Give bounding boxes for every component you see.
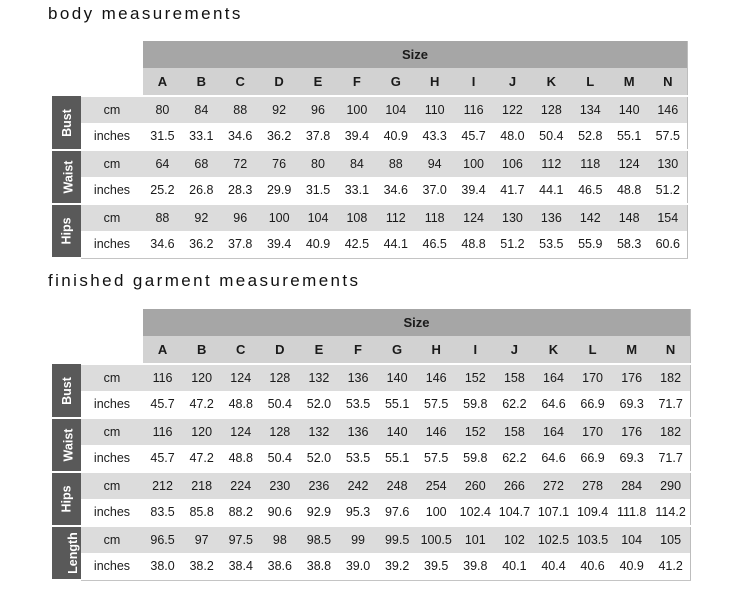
table-cell: 92.9	[299, 499, 338, 526]
table-cell: 34.6	[221, 123, 260, 150]
table-cell: 112	[376, 204, 415, 231]
table-cell: 69.3	[612, 445, 651, 472]
table-cell: 124	[221, 364, 260, 391]
table-cell: 96	[221, 204, 260, 231]
table-cell: 272	[534, 472, 573, 499]
table-cell: 59.8	[456, 391, 495, 418]
table-cell: 142	[571, 204, 610, 231]
table-cell: 39.8	[456, 553, 495, 580]
table-cell: 94	[415, 150, 454, 177]
table-cell: 103.5	[573, 526, 612, 553]
table-cell: 102.4	[456, 499, 495, 526]
table-cell: 120	[182, 418, 221, 445]
table-cell: 146	[649, 96, 688, 123]
table-cell: 158	[495, 418, 534, 445]
table-cell: 132	[299, 418, 338, 445]
group-label-hips	[52, 472, 81, 526]
group-label-waist	[52, 150, 81, 204]
unit-label-inches: inches	[81, 445, 143, 472]
table-cell: 41.7	[493, 177, 532, 204]
table-cell: 97.6	[378, 499, 417, 526]
table-cell: 132	[299, 364, 338, 391]
table-cell: 69.3	[612, 391, 651, 418]
table-cell: 218	[182, 472, 221, 499]
table-cell: 44.1	[532, 177, 571, 204]
table-cell: 48.8	[221, 391, 260, 418]
table-cell: 62.2	[495, 445, 534, 472]
table-cell: 38.4	[221, 553, 260, 580]
table-cell: 37.8	[299, 123, 338, 150]
unit-label-inches: inches	[81, 391, 143, 418]
unit-label-cm: cm	[81, 526, 143, 553]
table-cell: 110	[415, 96, 454, 123]
table-cell: 25.2	[143, 177, 182, 204]
table-cell: 98.5	[299, 526, 338, 553]
table-cell: 33.1	[337, 177, 376, 204]
size-letter-j: J	[493, 68, 532, 96]
table-cell: 55.9	[571, 231, 610, 258]
table-cell: 40.9	[612, 553, 651, 580]
table-cell: 109.4	[573, 499, 612, 526]
table-cell: 284	[612, 472, 651, 499]
table-cell: 39.0	[338, 553, 377, 580]
table-cell: 97.5	[221, 526, 260, 553]
table-cell: 100	[260, 204, 299, 231]
size-letter-h: H	[417, 336, 456, 364]
table-cell: 48.0	[493, 123, 532, 150]
table-cell: 68	[182, 150, 221, 177]
table-cell: 124	[221, 418, 260, 445]
table-cell: 64	[143, 150, 182, 177]
table-cell: 92	[182, 204, 221, 231]
table-cell: 85.8	[182, 499, 221, 526]
garment-measurements-table	[52, 309, 691, 581]
table-cell: 242	[338, 472, 377, 499]
size-letter-k: K	[534, 336, 573, 364]
table-cell: 29.9	[260, 177, 299, 204]
size-letter-i: I	[454, 68, 493, 96]
size-letter-l: L	[571, 68, 610, 96]
group-label-hips	[52, 204, 81, 258]
size-letter-b: B	[182, 336, 221, 364]
table-cell: 108	[337, 204, 376, 231]
body-measurements-title: body measurements	[48, 4, 243, 23]
table-cell: 39.4	[337, 123, 376, 150]
table-cell: 128	[260, 364, 299, 391]
table-row	[52, 499, 691, 526]
table-row	[52, 418, 691, 445]
table-cell: 212	[143, 472, 182, 499]
table-cell: 55.1	[378, 391, 417, 418]
size-letter-e: E	[299, 68, 338, 96]
unit-label-inches: inches	[81, 177, 143, 204]
size-header: Size	[143, 41, 688, 68]
table-cell: 107.1	[534, 499, 573, 526]
table-cell: 158	[495, 364, 534, 391]
table-cell: 146	[417, 418, 456, 445]
unit-label-inches: inches	[81, 553, 143, 580]
size-letter-c: C	[221, 336, 260, 364]
body-measurements-table	[52, 41, 688, 259]
table-cell: 37.8	[221, 231, 260, 258]
table-cell: 88	[143, 204, 182, 231]
size-letter-l: L	[573, 336, 612, 364]
table-cell: 50.4	[260, 445, 299, 472]
table-cell: 42.5	[337, 231, 376, 258]
table-cell: 80	[299, 150, 338, 177]
table-cell: 60.6	[649, 231, 688, 258]
table-cell: 236	[299, 472, 338, 499]
unit-label-inches: inches	[81, 123, 143, 150]
size-letter-g: G	[378, 336, 417, 364]
table-cell: 58.3	[610, 231, 649, 258]
size-letter-d: D	[260, 68, 299, 96]
size-header: Size	[143, 309, 691, 336]
table-cell: 136	[338, 418, 377, 445]
size-letter-f: F	[337, 68, 376, 96]
table-cell: 52.8	[571, 123, 610, 150]
table-cell: 105	[651, 526, 690, 553]
table-cell: 51.2	[649, 177, 688, 204]
table-row	[52, 391, 691, 418]
table-cell: 33.1	[182, 123, 221, 150]
table-cell: 116	[454, 96, 493, 123]
table-cell: 116	[143, 364, 182, 391]
table-cell: 84	[337, 150, 376, 177]
table-cell: 66.9	[573, 445, 612, 472]
table-cell: 53.5	[338, 391, 377, 418]
table-cell: 88	[376, 150, 415, 177]
table-cell: 136	[532, 204, 571, 231]
table-cell: 45.7	[454, 123, 493, 150]
table-cell: 290	[651, 472, 690, 499]
table-cell: 62.2	[495, 391, 534, 418]
table-cell: 40.9	[299, 231, 338, 258]
group-label-waist	[52, 418, 81, 472]
table-cell: 40.6	[573, 553, 612, 580]
table-cell: 88	[221, 96, 260, 123]
unit-label-cm: cm	[81, 472, 143, 499]
table-cell: 50.4	[260, 391, 299, 418]
table-cell: 124	[454, 204, 493, 231]
table-cell: 45.7	[143, 391, 182, 418]
unit-label-cm: cm	[81, 418, 143, 445]
table-cell: 106	[493, 150, 532, 177]
table-cell: 152	[456, 418, 495, 445]
garment-measurements-title: finished garment measurements	[48, 271, 361, 290]
table-cell: 224	[221, 472, 260, 499]
table-cell: 39.2	[378, 553, 417, 580]
table-cell: 96	[299, 96, 338, 123]
table-cell: 164	[534, 364, 573, 391]
table-cell: 53.5	[338, 445, 377, 472]
table-cell: 38.0	[143, 553, 182, 580]
table-cell: 124	[610, 150, 649, 177]
table-cell: 92	[260, 96, 299, 123]
table-cell: 39.4	[260, 231, 299, 258]
table-cell: 266	[495, 472, 534, 499]
unit-label-cm: cm	[81, 364, 143, 391]
table-cell: 71.7	[651, 391, 690, 418]
table-cell: 53.5	[532, 231, 571, 258]
table-cell: 26.8	[182, 177, 221, 204]
group-label-bust	[52, 96, 81, 150]
table-cell: 98	[260, 526, 299, 553]
table-cell: 152	[456, 364, 495, 391]
unit-label-cm: cm	[81, 204, 143, 231]
group-label-text: Bust	[59, 108, 74, 137]
size-letter-m: M	[610, 68, 649, 96]
size-letter-n: N	[649, 68, 688, 96]
table-cell: 134	[571, 96, 610, 123]
table-cell: 101	[456, 526, 495, 553]
group-label-text: Waist	[61, 160, 76, 194]
size-letter-a: A	[143, 68, 182, 96]
table-cell: 111.8	[612, 499, 651, 526]
table-cell: 40.9	[376, 123, 415, 150]
table-cell: 37.0	[415, 177, 454, 204]
size-letter-m: M	[612, 336, 651, 364]
table-cell: 182	[651, 364, 690, 391]
table-cell: 55.1	[378, 445, 417, 472]
table-cell: 31.5	[299, 177, 338, 204]
table-cell: 59.8	[456, 445, 495, 472]
unit-label-inches: inches	[81, 499, 143, 526]
table-cell: 104.7	[495, 499, 534, 526]
table-cell: 100	[337, 96, 376, 123]
table-row	[52, 364, 691, 391]
table-cell: 116	[143, 418, 182, 445]
table-cell: 34.6	[376, 177, 415, 204]
table-cell: 48.8	[454, 231, 493, 258]
table-cell: 140	[378, 418, 417, 445]
table-cell: 50.4	[532, 123, 571, 150]
table-cell: 104	[612, 526, 651, 553]
table-cell: 100	[454, 150, 493, 177]
table-cell: 170	[573, 364, 612, 391]
table-cell: 254	[417, 472, 456, 499]
body-measurements-body	[52, 96, 688, 258]
table-cell: 64.6	[534, 391, 573, 418]
table-row	[52, 472, 691, 499]
table-row	[52, 150, 688, 177]
table-cell: 99.5	[378, 526, 417, 553]
table-cell: 44.1	[376, 231, 415, 258]
table-cell: 39.4	[454, 177, 493, 204]
table-cell: 278	[573, 472, 612, 499]
group-label-text: Waist	[61, 428, 76, 462]
table-cell: 46.5	[415, 231, 454, 258]
group-label-text: Bust	[59, 376, 74, 405]
table-cell: 260	[456, 472, 495, 499]
table-cell: 51.2	[493, 231, 532, 258]
table-cell: 176	[612, 418, 651, 445]
table-cell: 118	[571, 150, 610, 177]
size-letter-b: B	[182, 68, 221, 96]
table-cell: 34.6	[143, 231, 182, 258]
table-cell: 122	[493, 96, 532, 123]
table-cell: 170	[573, 418, 612, 445]
table-cell: 100.5	[417, 526, 456, 553]
table-cell: 45.7	[143, 445, 182, 472]
garment-measurements-body	[52, 364, 691, 580]
table-cell: 120	[182, 364, 221, 391]
table-cell: 112	[532, 150, 571, 177]
group-label-length	[52, 526, 81, 580]
group-label-text: Hips	[59, 217, 74, 245]
table-cell: 55.1	[610, 123, 649, 150]
table-cell: 118	[415, 204, 454, 231]
table-cell: 72	[221, 150, 260, 177]
table-cell: 52.0	[299, 445, 338, 472]
table-cell: 46.5	[571, 177, 610, 204]
table-cell: 88.2	[221, 499, 260, 526]
table-cell: 102	[495, 526, 534, 553]
table-cell: 128	[532, 96, 571, 123]
size-letter-h: H	[415, 68, 454, 96]
table-cell: 114.2	[651, 499, 690, 526]
table-cell: 248	[378, 472, 417, 499]
size-letter-d: D	[260, 336, 299, 364]
table-cell: 41.2	[651, 553, 690, 580]
size-letters-row	[52, 336, 691, 364]
table-row	[52, 526, 691, 553]
table-cell: 90.6	[260, 499, 299, 526]
table-cell: 40.1	[495, 553, 534, 580]
table-cell: 36.2	[182, 231, 221, 258]
table-cell: 43.3	[415, 123, 454, 150]
table-cell: 38.8	[299, 553, 338, 580]
table-cell: 47.2	[182, 445, 221, 472]
table-cell: 104	[299, 204, 338, 231]
table-row	[52, 96, 688, 123]
table-row	[52, 123, 688, 150]
size-letter-k: K	[532, 68, 571, 96]
group-label-text: Hips	[59, 485, 74, 513]
table-cell: 57.5	[417, 391, 456, 418]
table-cell: 28.3	[221, 177, 260, 204]
group-label-text: Length	[65, 532, 80, 574]
table-cell: 130	[493, 204, 532, 231]
table-row	[52, 204, 688, 231]
size-letters-row	[52, 68, 688, 96]
unit-label-cm: cm	[81, 150, 143, 177]
table-cell: 40.4	[534, 553, 573, 580]
size-letter-g: G	[376, 68, 415, 96]
table-cell: 48.8	[610, 177, 649, 204]
table-cell: 57.5	[417, 445, 456, 472]
table-cell: 104	[376, 96, 415, 123]
size-letter-i: I	[456, 336, 495, 364]
table-cell: 64.6	[534, 445, 573, 472]
table-row	[52, 177, 688, 204]
group-label-bust	[52, 364, 81, 418]
table-cell: 100	[417, 499, 456, 526]
table-cell: 102.5	[534, 526, 573, 553]
table-cell: 66.9	[573, 391, 612, 418]
unit-label-inches: inches	[81, 231, 143, 258]
size-letter-f: F	[338, 336, 377, 364]
size-letter-n: N	[651, 336, 690, 364]
table-row	[52, 231, 688, 258]
table-cell: 71.7	[651, 445, 690, 472]
table-cell: 154	[649, 204, 688, 231]
table-cell: 36.2	[260, 123, 299, 150]
size-letter-c: C	[221, 68, 260, 96]
table-cell: 48.8	[221, 445, 260, 472]
table-cell: 164	[534, 418, 573, 445]
table-cell: 52.0	[299, 391, 338, 418]
table-cell: 96.5	[143, 526, 182, 553]
size-letter-e: E	[299, 336, 338, 364]
table-cell: 176	[612, 364, 651, 391]
table-cell: 97	[182, 526, 221, 553]
table-cell: 95.3	[338, 499, 377, 526]
table-cell: 140	[378, 364, 417, 391]
size-letter-a: A	[143, 336, 182, 364]
table-cell: 39.5	[417, 553, 456, 580]
table-cell: 80	[143, 96, 182, 123]
table-cell: 84	[182, 96, 221, 123]
table-row	[52, 553, 691, 580]
table-cell: 47.2	[182, 391, 221, 418]
table-cell: 38.6	[260, 553, 299, 580]
table-cell: 182	[651, 418, 690, 445]
unit-label-cm: cm	[81, 96, 143, 123]
table-cell: 99	[338, 526, 377, 553]
table-row	[52, 445, 691, 472]
table-cell: 146	[417, 364, 456, 391]
table-cell: 230	[260, 472, 299, 499]
table-cell: 140	[610, 96, 649, 123]
table-cell: 148	[610, 204, 649, 231]
table-cell: 57.5	[649, 123, 688, 150]
table-cell: 130	[649, 150, 688, 177]
table-cell: 76	[260, 150, 299, 177]
size-letter-j: J	[495, 336, 534, 364]
table-cell: 136	[338, 364, 377, 391]
table-cell: 31.5	[143, 123, 182, 150]
table-cell: 128	[260, 418, 299, 445]
table-cell: 38.2	[182, 553, 221, 580]
table-cell: 83.5	[143, 499, 182, 526]
